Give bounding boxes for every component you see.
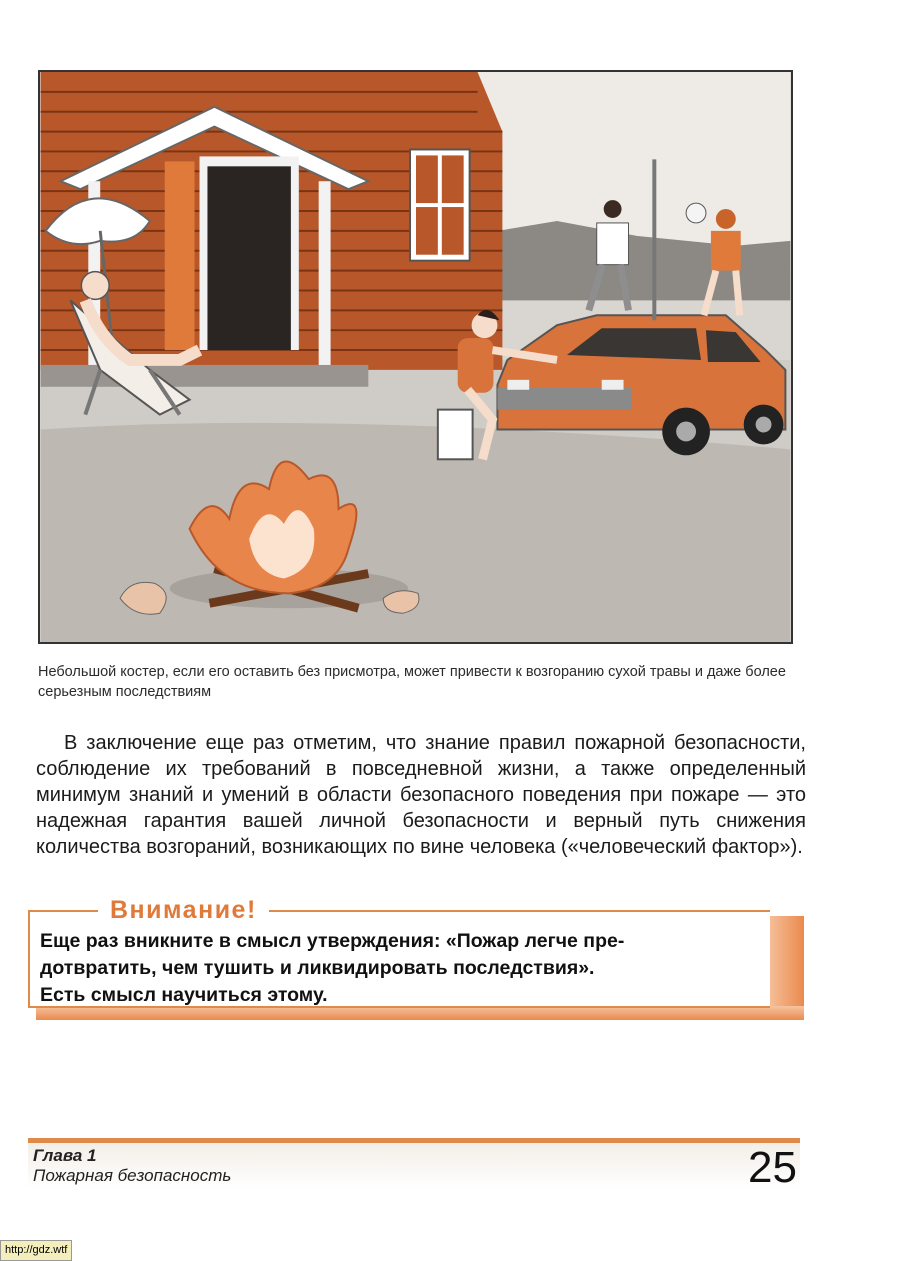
attention-title: Внимание! <box>98 896 269 925</box>
page-number: 25 <box>748 1143 797 1192</box>
watermark-link[interactable]: http://gdz.wtf <box>0 1240 72 1261</box>
attention-box <box>28 896 804 1020</box>
footer-chapter: Глава 1 <box>33 1146 97 1165</box>
attention-text <box>40 928 760 1009</box>
attention-line-2: дотвратить, чем тушить и ликвидировать последствия». <box>40 957 595 979</box>
body-paragraph: В заключение еще раз отметим, что знание правил пожарной безопасности, соблюдение их требований в повседневной жизни, а также определенный минимум знаний и умений в области безопасного поведения при пожаре — это надежная гарантия вашей личной безопасности и верный путь снижения количества возгораний, возникающих по вине человека («человеческий фактор»). <box>36 732 806 858</box>
illustration-campfire-scene <box>38 70 793 644</box>
scene-svg <box>40 72 791 642</box>
attention-line-1: Еще раз вникните в смысл утверждения: «Пожар легче пре- <box>40 930 625 952</box>
footer-chapter-title: Пожарная безопасность <box>33 1166 232 1185</box>
illustration-caption: Небольшой костер, если его оставить без присмотра, может привести к возгоранию сухой травы и даже более серьезным последствиям <box>38 664 786 700</box>
attention-line-3: Есть смысл научиться этому. <box>40 984 328 1006</box>
attention-shade-right <box>766 916 804 1020</box>
